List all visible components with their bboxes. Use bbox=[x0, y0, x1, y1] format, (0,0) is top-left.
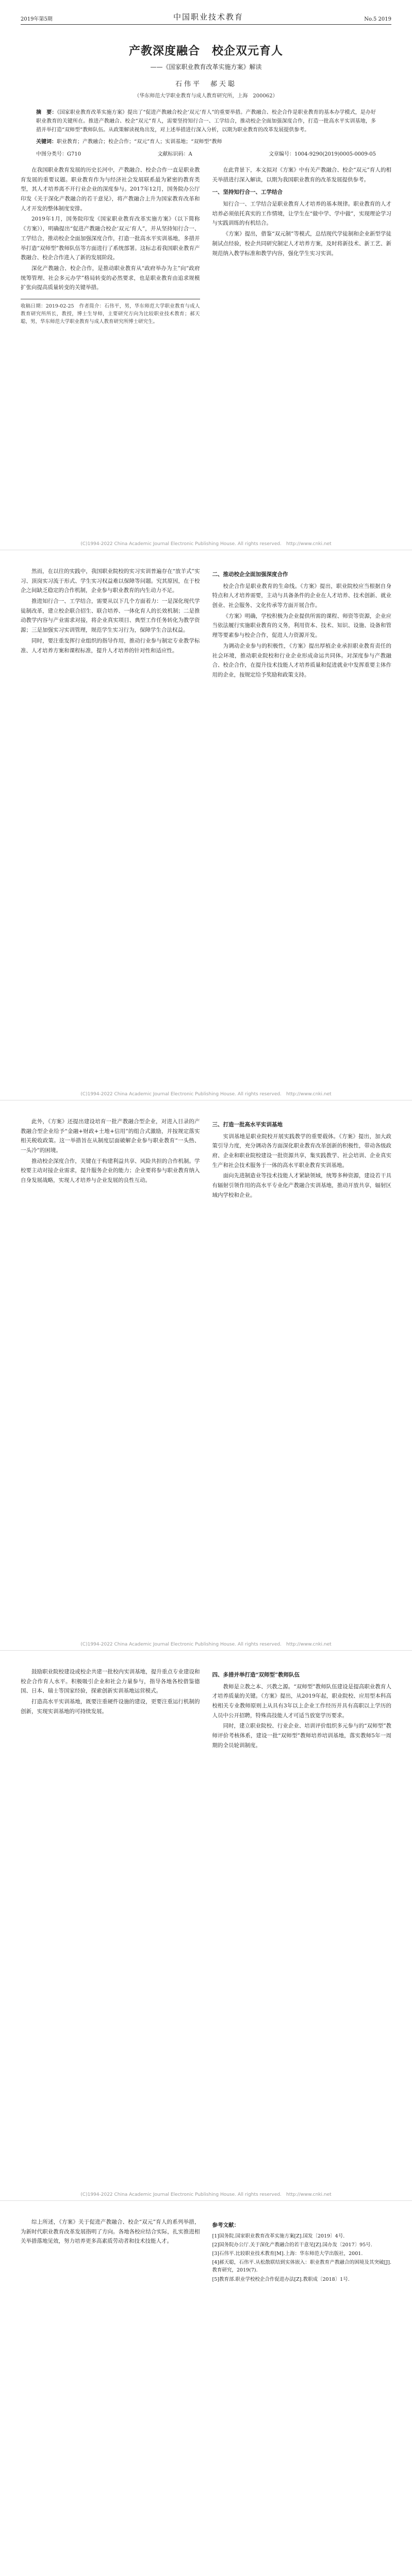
section-heading: 三、打造一批高水平实训基地 bbox=[212, 1122, 283, 1128]
paragraph: 知行合一、工学结合是职业教育人才培养的基本规律。职业教育的人才培养必须依托真实的工作情境，让学生在“做中学、学中做”，实现理论学习与实践训练的有机结合。 bbox=[212, 201, 391, 227]
body-columns bbox=[21, 2217, 391, 2284]
keywords bbox=[36, 138, 376, 146]
page-3 bbox=[0, 1100, 412, 1651]
article-title: 产教深度融合 校企双元育人 bbox=[128, 44, 283, 58]
article-number: 文章编号：1004-9290(2019)0005-0009-05 bbox=[269, 151, 376, 157]
copyright-footer: (C)1994-2022 China Academic Journal Electronic Publishing House. All rights reserved. http://www.cnki.net bbox=[80, 1642, 332, 1647]
paragraph: 鼓励职业院校建设或校企共建一批校内实训基地，提升重点专业建设和校企合作育人水平。积极吸引企业和社会力量参与，指导各地各校借鉴德国、日本、瑞士等国家经验，探索创新实训基地运营模式。 bbox=[21, 1669, 200, 1694]
left-column bbox=[21, 1117, 200, 1201]
paragraph: 实训基地是职业院校开展实践教学的重要载体。《方案》提出，加大政策引导力度，充分调动各方面深化职业教育改革创新的积极性，带动各级政府、企业和职业院校建设一批资源共享，集实践教学、社会培训、企业真实生产和社会技术服务于一体的高水平职业教育实训基地。 bbox=[212, 1133, 391, 1168]
body-columns bbox=[21, 1667, 391, 1752]
page-5 bbox=[0, 2201, 412, 2576]
section-heading: 二、推动校企全面加强深度合作 bbox=[212, 571, 288, 578]
reference-item: [3]石伟平.比较职业技术教育[M].上海：华东师范大学出版社，2001. bbox=[212, 2251, 363, 2257]
reference-item: [2]国务院办公厅.关于深化产教融合的若干意见[Z].国办发〔2017〕95号. bbox=[212, 2242, 372, 2248]
issue-label: 2019年第5期 bbox=[21, 16, 53, 22]
paragraph: 同时，要注重发挥行业组织的指导作用，推动行业参与制定专业教学标准、人才培养方案和课程标准，提升人才培养的针对性和适应性。 bbox=[21, 637, 200, 654]
page-2 bbox=[0, 550, 412, 1100]
article-identifiers bbox=[36, 149, 376, 157]
section-heading: 一、坚持知行合一、工学结合 bbox=[212, 189, 283, 196]
journal-title: 中国职业技术教育 bbox=[173, 12, 244, 22]
author-affiliation: （华东师范大学职业教育与成人教育研究所，上海 200062） bbox=[134, 93, 278, 99]
paragraph: 面向先进制造业等技术技能人才紧缺领域，统筹多种资源，建设若干具有辐射引领作用的高水平专业化产教融合实训基地，推动开放共享，辐射区域内学校和企业。 bbox=[212, 1173, 391, 1198]
paragraph: 在此背景下，本文拟对《方案》中有关产教融合、校企“双元”育人的相关举措进行深入解读，以期为我国职业教育的改革发展提供参考。 bbox=[212, 167, 391, 183]
right-column bbox=[212, 165, 392, 326]
left-column bbox=[21, 2217, 200, 2284]
article-subtitle: ——《国家职业教育改革实施方案》解读 bbox=[150, 63, 262, 71]
paragraph: 打造高水平实训基地，既要注重硬件设施的建设，更要注重运行机制的创新，实现实训基地的可持续发展。 bbox=[21, 1699, 200, 1715]
document-code: 文献标识码：A bbox=[157, 151, 192, 157]
reference-item: [4]郝天聪，石伟平.从松散联结到实体嵌入：职业教育产教融合的困境及其突破[J].教育研究，2019(7). bbox=[212, 2260, 391, 2274]
reference-item: [5]教育部.职业学校校企合作促进办法[Z].教职成〔2018〕1号. bbox=[212, 2276, 350, 2282]
paragraph: 为调动企业参与的积极性，《方案》提出厚植企业承担职业教育责任的社会环境，推动职业院校和行业企业形成命运共同体。对深度参与产教融合、校企合作，在提升技术技能人才培养质量和促进就业中发挥重要主体作用的企业，按规定给予奖励和政策支持。 bbox=[212, 642, 391, 678]
paragraph: 2019年1月，国务院印发《国家职业教育改革实施方案》（以下简称《方案》），明确提出“促进产教融合校企‘双元’育人”，并从坚持知行合一、工学结合，推动校企全面加强深度合作，打造一批高水平实训基地，多措并举打造“双师型”教师队伍等方面进行了系统部署。这标志着我国职业教育产教融合、校企合作进入了新的发展阶段。 bbox=[21, 216, 200, 261]
page-4 bbox=[0, 1651, 412, 2201]
paragraph: 推进知行合一、工学结合，需要从以下几个方面着力：一是深化现代学徒制改革，建立校企联合招生、联合培养、一体化育人的长效机制；二是推动教学内容与产业需求对接，将企业真实项目、典型工作任务转化为教学资源；三是加强实习实训管理，规范学生实习行为，保障学生合法权益。 bbox=[21, 598, 200, 634]
copyright-footer: (C)1994-2022 China Academic Journal Electronic Publishing House. All rights reserved. http://www.cnki.net bbox=[80, 541, 332, 547]
keywords-label: 关键词： bbox=[36, 139, 57, 145]
section-heading: 四、多措并举打造“双师型”教师队伍 bbox=[212, 1672, 300, 1678]
copyright-footer: (C)1994-2022 China Academic Journal Electronic Publishing House. All rights reserved. http://www.cnki.net bbox=[80, 1092, 332, 1097]
keywords-text: 职业教育；产教融合；校企合作；“双元”育人；实训基地；“双师型”教师 bbox=[57, 139, 222, 145]
paragraph: 《方案》提出，借鉴“双元制”等模式，总结现代学徒制和企业新型学徒制试点经验，校企共同研究制定人才培养方案，及时将新技术、新工艺、新规范纳入教学标准和教学内容，强化学生实习实训。 bbox=[212, 231, 391, 257]
references-heading: 参考文献： bbox=[212, 2222, 239, 2228]
body-columns bbox=[21, 567, 391, 681]
copyright-footer: (C)1994-2022 China Academic Journal Electronic Publishing House. All rights reserved. http://www.cnki.net bbox=[80, 2192, 332, 2197]
right-column bbox=[212, 2217, 392, 2284]
issue-label-en: No.5 2019 bbox=[364, 16, 391, 22]
paragraph: 此外，《方案》还提出建设培育一批产教融合型企业，对进入目录的产教融合型企业给予“金融+财政+土地+信用”的组合式激励，并按规定落实相关税收政策。这一举措旨在从制度层面破解企业参与职业教育“一头热、一头冷”的困境。 bbox=[21, 1118, 200, 1154]
paragraph: 在我国职业教育发展的历史长河中，产教融合、校企合作一直是职业教育发展的重要议题。职业教育作为与经济社会发展联系最为紧密的教育类型，其人才培养离不开行业企业的深度参与。2017年12月，国务院办公厅印发《关于深化产教融合的若干意见》，将产教融合上升为国家教育改革和人才开发的整体制度安排。 bbox=[21, 167, 200, 212]
running-header bbox=[21, 11, 391, 25]
right-column bbox=[212, 1667, 392, 1752]
page-1 bbox=[0, 0, 412, 550]
paragraph: 同时，建立职业院校、行业企业、培训评价组织多元参与的“双师型”教师评价考核体系，建设一批“双师型”教师培养培训基地，落实教师5年一周期的全员轮训制度。 bbox=[212, 1723, 391, 1749]
paragraph: 校企合作是职业教育的生命线。《方案》提出，职业院校应当根据自身特点和人才培养需要，主动与具备条件的企业在人才培养、技术创新、就业创业、社会服务、文化传承等方面开展合作。 bbox=[212, 583, 391, 609]
paragraph: 深化产教融合、校企合作，是推动职业教育从“政府举办为主”向“政府统筹管理、社会多元办学”格局转变的必然要求，也是职业教育由追求规模扩张向提高质量转变的关键举措。 bbox=[21, 265, 200, 291]
body-columns bbox=[21, 1117, 391, 1201]
clc-number: 中图分类号：G710 bbox=[36, 151, 81, 157]
right-column bbox=[212, 1117, 392, 1201]
reference-item: [1]国务院.国家职业教育改革实施方案[Z].国发〔2019〕4号. bbox=[212, 2233, 345, 2239]
right-column bbox=[212, 567, 392, 681]
paragraph: 综上所述，《方案》关于促进产教融合、校企“双元”育人的系列举措，为新时代职业教育改革发展指明了方向。各地各校应结合实际，扎实推进相关举措落地见效，努力培养更多高素质劳动者和技术技能人才。 bbox=[21, 2219, 200, 2245]
author-names: 石伟平 郝天聪 bbox=[175, 80, 237, 88]
reference-list bbox=[212, 2232, 392, 2283]
paragraph: 《方案》明确，学校积极为企业提供所需的课程、师资等资源，企业应当依法履行实施职业教育的义务，利用资本、技术、知识、设施、设备和管理等要素参与校企合作，促进人力资源开发。 bbox=[212, 613, 391, 639]
footnote: 收稿日期：2019-02-25 作者简介：石伟平，男，华东师范大学职业教育与成人教育研究所所长，教授，博士生导师，主要研究方向为比较职业技术教育；郝天聪，男，华东师范大学职业教育与成人教育研究所博士研究生。 bbox=[21, 303, 200, 325]
left-column bbox=[21, 567, 200, 681]
paragraph: 然而，在以往的实践中，我国职业院校的实习实训普遍存在“放羊式”实习、顶岗实习流于形式、学生实习权益难以保障等问题。究其原因，在于校企之间缺乏稳定的合作机制，企业参与职业教育的内生动力不足。 bbox=[21, 568, 200, 594]
paragraph: 推动校企深度合作，关键在于构建利益共享、风险共担的合作机制。学校要主动对接企业需求，提升服务企业的能力；企业要将参与职业教育纳入自身发展战略，实现人才培养与企业发展的良性互动。 bbox=[21, 1158, 200, 1184]
left-column bbox=[21, 1667, 200, 1752]
abstract-label: 摘 要： bbox=[36, 110, 57, 115]
paragraph: 教师是立教之本、兴教之源。“双师型”教师队伍建设是提高职业教育人才培养质量的关键。《方案》提出，从2019年起，职业院校、应用型本科高校相关专业教师原则上从具有3年以上企业工作经历并具有高职以上学历的人员中公开招聘，特殊高技能人才可适当放宽学历要求。 bbox=[212, 1683, 391, 1719]
abstract bbox=[36, 108, 376, 134]
body-columns bbox=[21, 165, 391, 326]
abstract-text: 《国家职业教育改革实施方案》提出了“促进产教融合校企‘双元’育人”的重要举措。产教融合、校企合作是职业教育的基本办学模式，是办好职业教育的关键所在。推进产教融合、校企“双元”育人，需要坚持知行合一、工学结合，推动校企全面加强深度合作，打造一批高水平实训基地，多措并举打造“双师型”教师队伍。从政策解读视角出发，对上述举措进行深入分析，以期为职业教育的改革发展提供参考。 bbox=[36, 110, 376, 133]
left-column bbox=[21, 165, 200, 326]
